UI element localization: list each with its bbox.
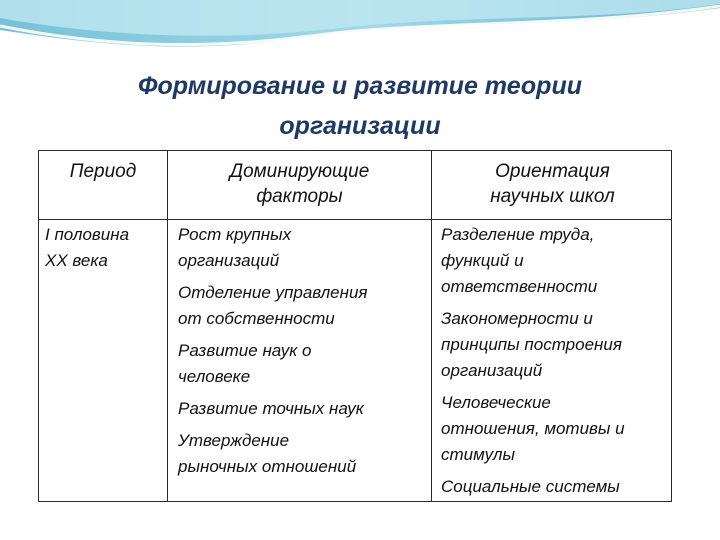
orientation-cell <box>441 222 625 500</box>
orientation-line: ответственности <box>441 277 598 296</box>
factor-line: Утверждение <box>178 431 290 450</box>
factor-line: рыночных отношений <box>178 457 357 476</box>
orientation-line: принципы построения <box>441 335 622 354</box>
factor-line: от собственности <box>178 309 335 328</box>
orientation-line: отношения, мотивы и <box>441 419 625 438</box>
header-orientation-line: Ориентация <box>495 161 610 182</box>
period-line: XX века <box>45 251 108 270</box>
header-orientation-line: научных школ <box>490 186 615 207</box>
factor-line: Развитие точных наук <box>178 399 364 418</box>
orientation-line: стимулы <box>441 445 515 464</box>
factor-line: Отделение управления <box>178 283 368 302</box>
header-divider <box>39 219 671 220</box>
factors-cell <box>178 222 368 480</box>
header-factors <box>168 159 431 209</box>
orientation-line: функций и <box>441 251 524 270</box>
decorative-wave-banner <box>0 0 720 60</box>
header-orientation <box>432 159 673 209</box>
header-factors-line: Доминирующие <box>229 161 370 182</box>
header-period <box>39 159 167 184</box>
orientation-line: организаций <box>441 361 543 380</box>
orientation-line: Разделение труда, <box>441 225 595 244</box>
orientation-line: Закономерности и <box>441 309 593 328</box>
theory-table <box>38 150 672 502</box>
header-period-line: Период <box>69 161 137 182</box>
factor-line: Рост крупных <box>178 225 292 244</box>
orientation-line: Социальные системы <box>441 477 620 496</box>
header-factors-line: факторы <box>256 186 343 207</box>
period-cell <box>45 222 129 274</box>
title-line-2: организации <box>279 112 441 140</box>
factor-line: Развитие наук о <box>178 341 312 360</box>
period-line: I половина <box>45 225 130 244</box>
title-line-1: Формирование и развитие теории <box>138 72 582 100</box>
orientation-line: Человеческие <box>441 393 551 412</box>
factor-line: организаций <box>178 251 280 270</box>
factor-line: человеке <box>178 367 251 386</box>
slide-title <box>40 66 680 146</box>
